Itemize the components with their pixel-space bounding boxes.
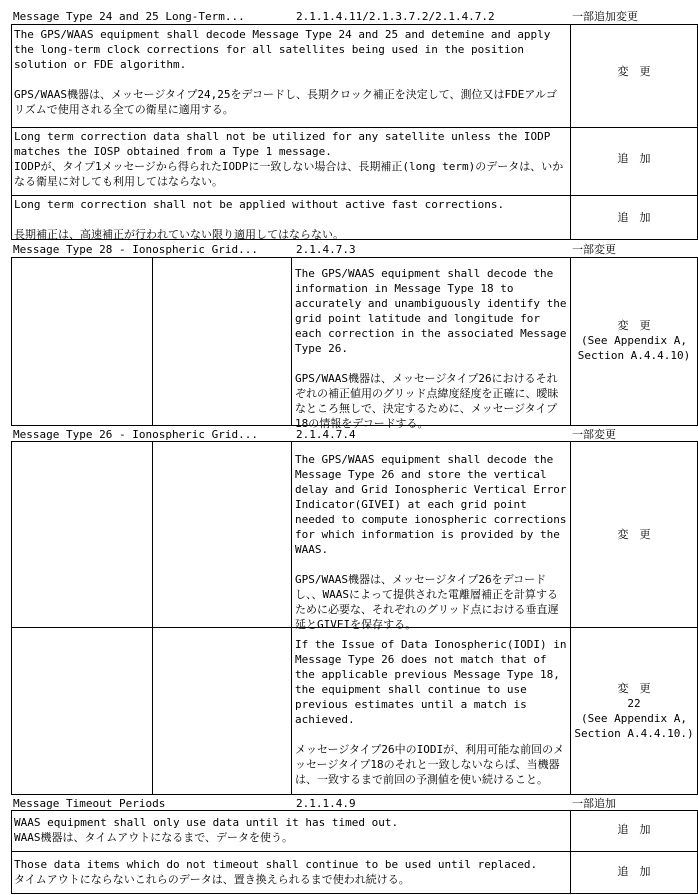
english-text: Long term correction shall not be applied without active fast corrections.	[14, 198, 505, 211]
section-change: 一部追加	[572, 797, 616, 810]
status-cell	[571, 210, 697, 225]
english-text: If the Issue of Data Ionospheric(IODI) in Message Type 26 does not match that of the applicable previous Message Type 18, the equipment shall continue to use previous estimates until a match is achieved.	[295, 638, 574, 726]
status-label: 変 更	[617, 319, 651, 332]
section-title: Message Type 28 - Ionospheric Grid...	[13, 243, 259, 256]
section-change: 一部追加変更	[572, 10, 638, 23]
english-text: Long term correction data shall not be utilized for any satellite unless the IODP matches the IOSP obtained from a Type 1 message.	[14, 130, 558, 158]
status-label: 追 加	[617, 152, 651, 165]
requirement-text	[12, 814, 568, 846]
english-text: The GPS/WAAS equipment shall decode the Message Type 26 and store the vertical delay and Grid Ionospheric Vertical Error Indicator(GIVEI) at each grid point needed to compute ionospheric corrections for which information is provided by the WAAS.	[295, 453, 574, 556]
section-change: 一部変更	[572, 243, 616, 256]
japanese-text: 長期補正は、高速補正が行われていない限り適用してはならない。	[14, 228, 344, 241]
status-label: 変 更	[617, 528, 651, 541]
requirement-text	[12, 856, 568, 888]
section-ref: 2.1.1.4.9	[296, 797, 356, 810]
status-cell	[571, 527, 697, 542]
requirement-text	[12, 128, 568, 190]
status-label: 変 更	[617, 65, 651, 78]
status-label: 変 更	[617, 682, 651, 695]
japanese-text: タイムアウトにならないこれらのデータは、置き換えられるまで使われ続ける。	[14, 873, 410, 886]
section-change: 一部変更	[572, 428, 616, 441]
status-cell	[571, 151, 697, 166]
divider	[11, 851, 698, 852]
english-text: The GPS/WAAS equipment shall decode Message Type 24 and 25 and detemine and apply the long-term clock corrections for all satellites being used in the position solution or FDE algorithm.	[14, 28, 558, 71]
section-title: Message Type 26 - Ionospheric Grid...	[13, 428, 259, 441]
divider	[152, 441, 153, 795]
japanese-text: GPS/WAAS機器は、メッセージタイプ26におけるそれぞれの補正値用のグリッド点緯度経度を正確に、曖昧なところ無しで、決定するために、メッセージタイプ18の情報をデコードする。	[295, 372, 559, 430]
status-number: 22	[627, 697, 641, 710]
status-label: 追 加	[617, 865, 651, 878]
japanese-text: WAAS機器は、タイムアウトになるまで、データを使う。	[14, 831, 294, 844]
divider	[291, 441, 292, 795]
status-cell	[571, 822, 697, 837]
requirement-text	[293, 451, 574, 633]
japanese-text: IODPが、タイプ1メッセージから得られたIODPに一致しない場合は、長期補正(long term)のデータは、いかなる衛星に対しても利用してはならない。	[14, 160, 564, 188]
status-note: (See Appendix A, Section A.4.4.10)	[577, 334, 691, 362]
requirement-text	[293, 265, 574, 432]
status-note: (See Appendix A, Section A.4.4.10.)	[574, 712, 694, 740]
requirement-text	[293, 636, 574, 788]
status-cell	[571, 64, 697, 79]
section-ref: 2.1.1.4.11/2.1.3.7.2/2.1.4.7.2	[296, 10, 495, 23]
status-cell	[571, 681, 697, 741]
divider	[291, 257, 292, 426]
section-ref: 2.1.4.7.4	[296, 428, 356, 441]
status-label: 追 加	[617, 823, 651, 836]
divider	[570, 24, 571, 240]
divider	[152, 257, 153, 426]
section-title: Message Timeout Periods	[13, 797, 166, 810]
english-text: The GPS/WAAS equipment shall decode the information in Message Type 18 to accurately and unambiguously identify the grid point latitude and longitude for each correction in the associated Message Type 26.	[295, 267, 574, 355]
status-label: 追 加	[617, 211, 651, 224]
requirement-text	[12, 26, 568, 118]
japanese-text: メッセージタイプ26中のIODIが、利用可能な前回のメッセージタイプ18のそれと一致しないならば、当機器は、一致するまで前回の予測値を使い続けること。	[295, 743, 565, 786]
japanese-text: GPS/WAAS機器は、メッセージタイプ26をデコードし、、WAASによって提供された電離層補正を計算するために必要な、それぞれのグリッド点における垂直遅延とGIVEIを保存する。	[295, 573, 559, 631]
status-cell	[571, 318, 697, 363]
section-ref: 2.1.4.7.3	[296, 243, 356, 256]
japanese-text: GPS/WAAS機器は、メッセージタイプ24,25をデコードし、長期クロック補正を決定して、測位又はFDEアルゴリズムで使用される全ての衛星に適用する。	[14, 88, 557, 116]
section-title: Message Type 24 and 25 Long-Term...	[13, 10, 245, 23]
english-text: Those data items which do not timeout shall continue to be used until replaced.	[14, 858, 538, 871]
requirement-text	[12, 196, 568, 243]
status-cell	[571, 864, 697, 879]
english-text: WAAS equipment shall only use data until it has timed out.	[14, 816, 399, 829]
